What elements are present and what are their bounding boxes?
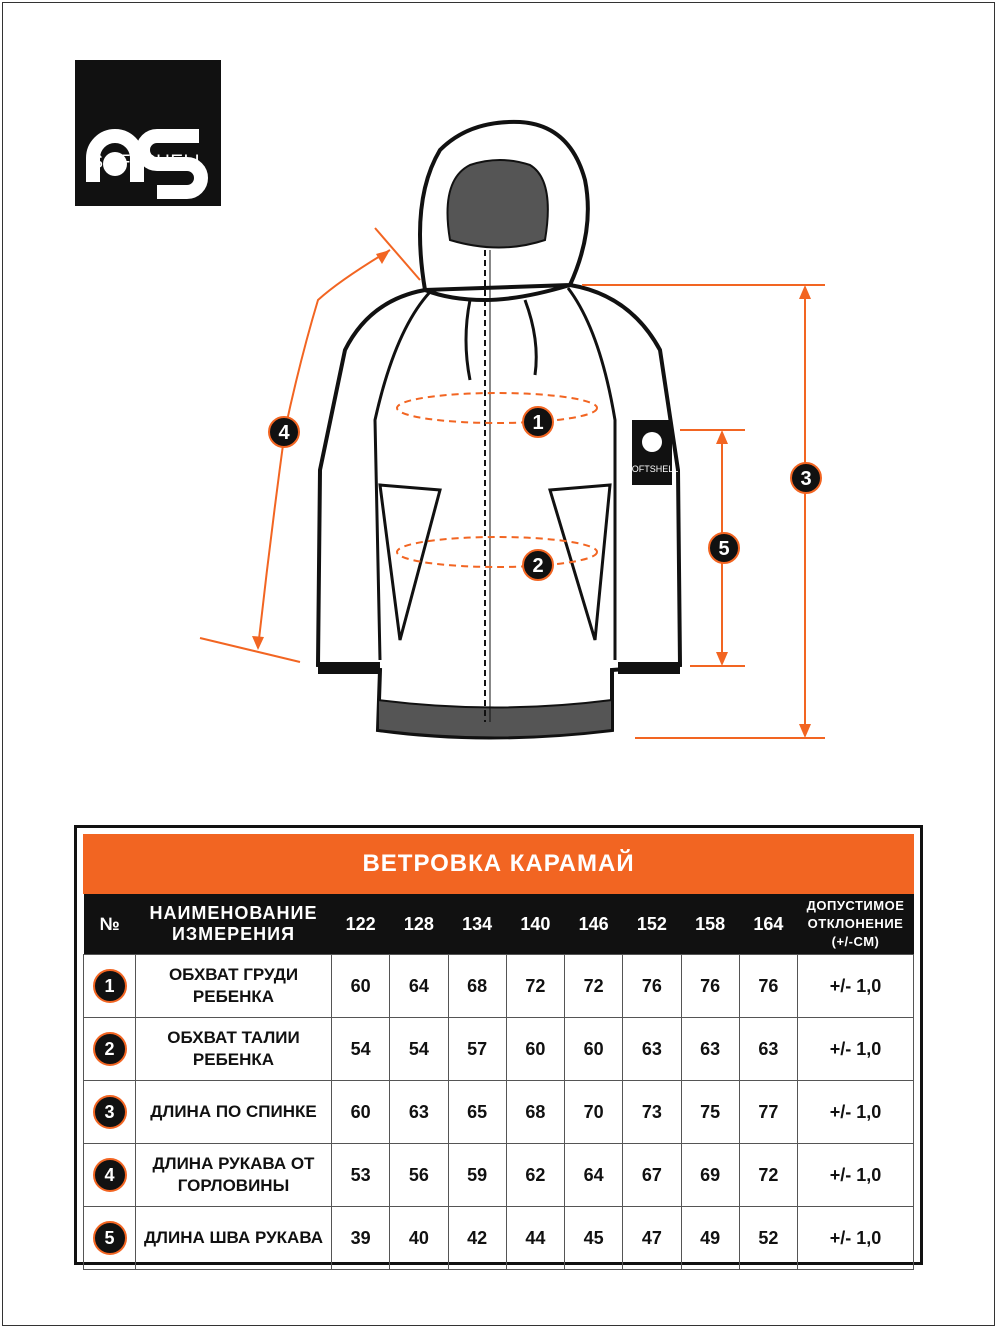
size-value: 60: [332, 1081, 390, 1144]
size-value: 77: [739, 1081, 797, 1144]
size-table-container: [74, 825, 923, 1265]
table-row: [84, 1018, 914, 1081]
size-value: 54: [332, 1018, 390, 1081]
size-value: 63: [739, 1018, 797, 1081]
measurement-name: ОБХВАТ ГРУДИ РЕБЕНКА: [136, 955, 332, 1018]
table-header-row: [84, 894, 914, 955]
size-value: 68: [506, 1081, 564, 1144]
size-value: 73: [623, 1081, 681, 1144]
deviation-value: +/- 1,0: [798, 1144, 914, 1207]
svg-text:1: 1: [532, 412, 544, 434]
size-value: 60: [332, 955, 390, 1018]
size-value: 64: [390, 955, 448, 1018]
size-value: 72: [565, 955, 623, 1018]
size-value: 60: [565, 1018, 623, 1081]
size-value: 59: [448, 1144, 506, 1207]
size-value: 72: [739, 1144, 797, 1207]
header-size: 164: [739, 894, 797, 955]
size-value: 44: [506, 1207, 564, 1270]
header-size: 140: [506, 894, 564, 955]
hood-opening: [448, 160, 548, 248]
logo-text: SOFTSHELL: [90, 152, 206, 173]
size-value: 62: [506, 1144, 564, 1207]
header-deviation: ДОПУСТИМОЕ ОТКЛОНЕНИЕ (+/-СМ): [798, 894, 914, 955]
size-value: 76: [681, 955, 739, 1018]
row-number-cell: [84, 1018, 136, 1081]
size-value: 54: [390, 1018, 448, 1081]
size-value: 72: [506, 955, 564, 1018]
size-value: 57: [448, 1018, 506, 1081]
size-value: 70: [565, 1081, 623, 1144]
size-value: 63: [623, 1018, 681, 1081]
sleeve-patch-text: SOFTSHELL: [625, 464, 679, 474]
header-size: 158: [681, 894, 739, 955]
size-value: 45: [565, 1207, 623, 1270]
measurement-name: ДЛИНА РУКАВА ОТ ГОРЛОВИНЫ: [136, 1144, 332, 1207]
size-value: 63: [390, 1081, 448, 1144]
marker-1: [523, 407, 553, 437]
table-row: [84, 1207, 914, 1270]
row-number-badge: 2: [93, 1032, 127, 1066]
size-value: 40: [390, 1207, 448, 1270]
size-value: 63: [681, 1018, 739, 1081]
svg-text:4: 4: [278, 422, 290, 444]
header-name: НАИМЕНОВАНИЕ ИЗМЕРЕНИЯ: [136, 894, 332, 955]
marker-3: [791, 463, 821, 493]
size-value: 69: [681, 1144, 739, 1207]
deviation-value: +/- 1,0: [798, 1081, 914, 1144]
marker-4: [269, 417, 299, 447]
size-value: 47: [623, 1207, 681, 1270]
marker-5: [709, 533, 739, 563]
size-table: [83, 894, 914, 1270]
header-size: 146: [565, 894, 623, 955]
svg-text:5: 5: [718, 538, 730, 560]
measurement-name: ОБХВАТ ТАЛИИ РЕБЕНКА: [136, 1018, 332, 1081]
sleeve-patch: [632, 420, 672, 485]
size-value: 68: [448, 955, 506, 1018]
deviation-value: +/- 1,0: [798, 955, 914, 1018]
size-value: 65: [448, 1081, 506, 1144]
right-cuff: [618, 662, 680, 674]
table-row: [84, 1081, 914, 1144]
size-value: 42: [448, 1207, 506, 1270]
header-number: №: [84, 894, 136, 955]
row-number-badge: 4: [93, 1158, 127, 1192]
size-value: 60: [506, 1018, 564, 1081]
header-size: 152: [623, 894, 681, 955]
size-value: 39: [332, 1207, 390, 1270]
row-number-cell: [84, 1207, 136, 1270]
size-value: 67: [623, 1144, 681, 1207]
header-size: 134: [448, 894, 506, 955]
left-cuff: [318, 662, 380, 674]
size-value: 75: [681, 1081, 739, 1144]
size-value: 52: [739, 1207, 797, 1270]
measurement-name: ДЛИНА ШВА РУКАВА: [136, 1207, 332, 1270]
size-value: 64: [565, 1144, 623, 1207]
deviation-value: +/- 1,0: [798, 1018, 914, 1081]
table-row: [84, 955, 914, 1018]
header-size: 122: [332, 894, 390, 955]
size-value: 76: [739, 955, 797, 1018]
size-value: 49: [681, 1207, 739, 1270]
row-number-cell: [84, 1144, 136, 1207]
measurement-name: ДЛИНА ПО СПИНКЕ: [136, 1081, 332, 1144]
svg-text:2: 2: [532, 555, 544, 577]
table-title: ВЕТРОВКА КАРАМАЙ: [83, 834, 914, 894]
row-number-cell: [84, 955, 136, 1018]
row-number-badge: 5: [93, 1221, 127, 1255]
marker-2: [523, 550, 553, 580]
size-value: 56: [390, 1144, 448, 1207]
deviation-value: +/- 1,0: [798, 1207, 914, 1270]
row-number-badge: 1: [93, 969, 127, 1003]
svg-text:3: 3: [800, 468, 812, 490]
size-value: 76: [623, 955, 681, 1018]
header-size: 128: [390, 894, 448, 955]
row-number-badge: 3: [93, 1095, 127, 1129]
size-value: 53: [332, 1144, 390, 1207]
table-row: [84, 1144, 914, 1207]
row-number-cell: [84, 1081, 136, 1144]
